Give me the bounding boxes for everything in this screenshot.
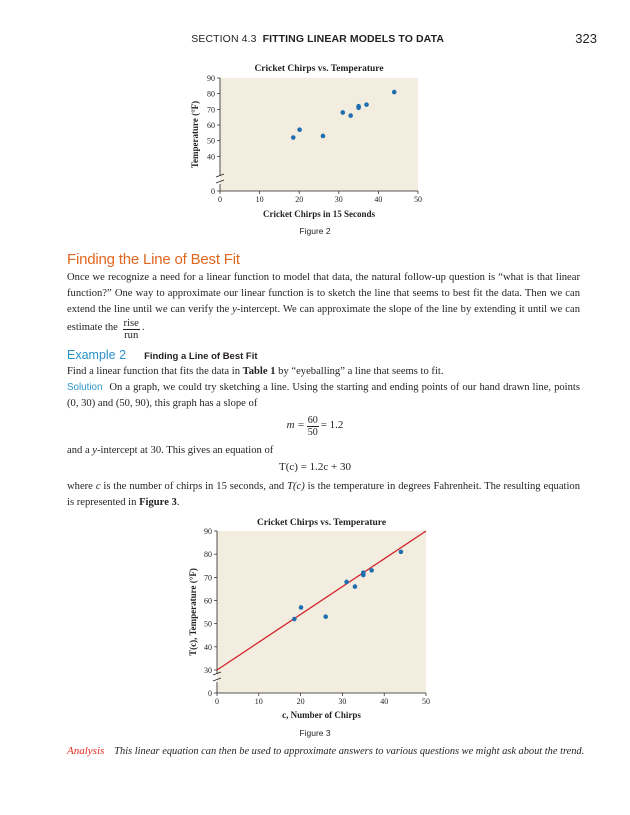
data-point	[392, 90, 397, 95]
data-point	[292, 617, 297, 622]
data-point	[291, 135, 296, 140]
linear-equation: T(c) = 1.2c + 30	[279, 461, 351, 473]
figure-2-scatter-chart	[180, 58, 440, 223]
x-tick-label: 20	[296, 697, 305, 706]
data-point	[353, 584, 358, 589]
data-point	[399, 550, 404, 555]
y-tick-label: 90	[207, 74, 215, 83]
x-tick-label: 0	[215, 697, 219, 706]
paragraph-best-fit: Once we recognize a need for a linear function to model that data, the natural follow-up question is “what is that linear function?” One way to approximate our linear function is to sketch the line that seems to best fit the data. Then we can extend the line until we can verify the y-intercept. We can approximate the slope of the line by extending it until we can estimate the $\frac{\text{rise}}{\text{run}}$ .	[67, 272, 580, 341]
page-number: 323	[575, 31, 597, 46]
intercept-paragraph: and a y-intercept at 30. This gives an equation of	[67, 445, 274, 456]
y-tick-label: 90	[204, 527, 212, 536]
example-title: Finding a Line of Best Fit	[144, 351, 258, 362]
figure-2-caption: Figure 2	[299, 226, 331, 236]
solution-label: Solution	[67, 382, 103, 393]
data-point	[321, 134, 326, 139]
x-tick-label: 50	[422, 697, 430, 706]
y-tick-label: 0	[211, 187, 215, 196]
x-tick-label: 30	[334, 195, 343, 204]
section-title: FITTING LINEAR MODELS TO DATA	[262, 33, 444, 45]
rise-over-run-fraction: $\frac{\text{rise}}{\text{run}}$	[123, 318, 139, 341]
analysis-text: This linear equation can then be used to approximate answers to various questions we might ask about the trend.	[114, 746, 585, 757]
plot-area	[220, 78, 418, 191]
slope-equation: m = $\frac{60}{50}$ = 1.2	[286, 415, 344, 438]
y-tick-label: 80	[204, 550, 212, 560]
data-point	[297, 127, 302, 132]
figure-3-caption: Figure 3	[299, 728, 331, 738]
x-axis-label: Cricket Chirps in 15 Seconds	[262, 209, 376, 219]
chart-title: Cricket Chirps vs. Temperature	[254, 64, 384, 74]
y-tick-label: 70	[207, 105, 215, 115]
data-point	[323, 614, 328, 619]
y-tick-label: 0	[208, 689, 212, 698]
section-label: SECTION 4.3 FITTING LINEAR MODELS TO DATA	[191, 33, 444, 45]
y-tick-label: 30	[204, 666, 212, 675]
data-point	[369, 568, 374, 573]
y-tick-label: 70	[204, 573, 212, 583]
y-tick-label: 60	[204, 596, 212, 606]
x-tick-label: 10	[255, 195, 264, 204]
data-point	[364, 102, 369, 107]
x-tick-label: 10	[254, 697, 263, 706]
data-point	[299, 605, 304, 610]
data-point	[340, 110, 345, 115]
x-tick-label: 40	[374, 195, 383, 204]
solution-paragraph: Solution On a graph, we could try sketching a line. Using the starting and ending points of our hand drawn line, points (0, 30) and (50, 90), this graph has a slope of	[67, 382, 580, 409]
y-tick-label: 40	[207, 152, 215, 162]
y-axis-label: T(c), Temperature (°F)	[188, 568, 198, 656]
y-tick-label: 60	[207, 121, 215, 130]
data-point	[361, 570, 366, 575]
y-tick-label: 50	[204, 619, 212, 629]
example-header	[67, 346, 580, 364]
figure-3-scatter-chart	[180, 512, 450, 722]
data-point	[344, 580, 349, 585]
y-axis-label: Temperature (°F)	[190, 100, 200, 169]
x-tick-label: 20	[295, 195, 304, 204]
x-axis-label: c, Number of Chirps	[282, 710, 361, 720]
chart-title: Cricket Chirps vs. Temperature	[256, 518, 387, 528]
y-tick-label: 80	[207, 89, 215, 99]
plot-area	[217, 531, 426, 693]
section-heading: Finding the Line of Best Fit	[67, 251, 240, 268]
running-head	[0, 31, 630, 47]
data-point	[348, 113, 353, 118]
y-tick-label: 40	[204, 642, 212, 652]
equation-explanation: where c is the number of chirps in 15 seconds, and T(c) is the temperature in degrees Fahrenheit. The resulting equation is represented in Figure 3.	[67, 481, 580, 508]
y-tick-label: 50	[207, 136, 215, 146]
data-point	[356, 104, 361, 109]
analysis-label: Analysis	[67, 745, 105, 757]
example-problem: Find a linear function that fits the data in Table 1 by “eyeballing” a line that seems to fit.	[67, 366, 444, 377]
example-label: Example 2	[67, 348, 127, 362]
analysis-note	[67, 745, 587, 757]
x-tick-label: 30	[338, 697, 347, 706]
x-tick-label: 0	[218, 195, 222, 204]
x-tick-label: 50	[414, 195, 422, 204]
x-tick-label: 40	[380, 697, 389, 706]
